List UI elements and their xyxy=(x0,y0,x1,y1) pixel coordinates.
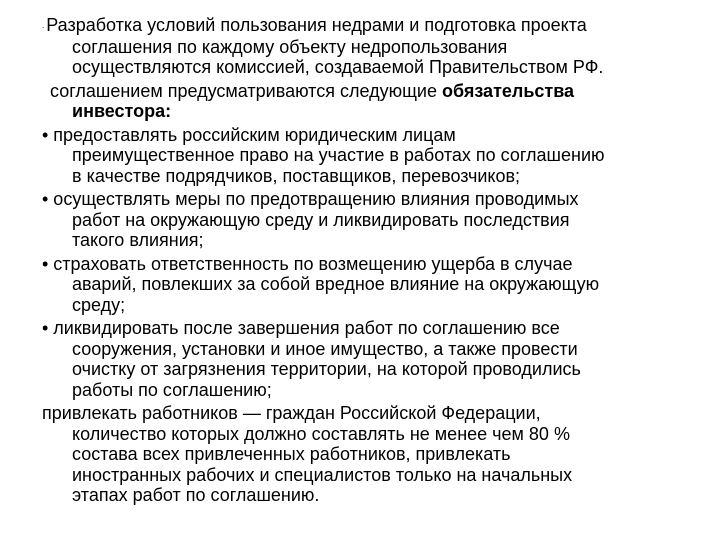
bullet-item-3: • страховать ответственность по возмещению ущерба в случае аварий, повлекших за собой вредное влияние на окружающую среду; xyxy=(42,253,600,315)
bullet-item-2: • осуществлять меры по предотвращению влияния проводимых работ на окружающую среду и ликвидировать последствия такого влияния; xyxy=(42,189,579,250)
intro-marker: . xyxy=(42,21,45,30)
intro-paragraph xyxy=(42,15,682,78)
bullet-item-4: • ликвидировать после завершения работ по соглашению все сооружения, установки и иное имущество, а также провести очистку от загрязнения территории, на которой проводились работы по соглашению; xyxy=(42,318,581,400)
obligations-intro xyxy=(42,81,682,122)
obligations-intro-bold: обязательства инвестора: xyxy=(72,80,575,121)
closing-paragraph: привлекать работников — граждан Российской Федерации, количество которых должно составлять не менее чем 80 % состава всех привлеченных работников, привлекать иностранных рабочих и специалистов только на начальных этапах работ по соглашению. xyxy=(42,403,573,505)
slide-text-block xyxy=(42,15,682,509)
bullet-item-1: • предоставлять российским юридическим лицам преимущественное право на участие в работах по соглашению в качестве подрядчиков, поставщиков, перевозчиков; xyxy=(42,124,605,186)
obligations-intro-prefix: соглашением предусматриваются следующие xyxy=(50,80,442,101)
intro-paragraph-text: Разработка условий пользования недрами и подготовка проекта соглашения по каждому объекту недропользования осуществляются комиссией, создаваемой Правительством РФ. xyxy=(46,15,604,77)
